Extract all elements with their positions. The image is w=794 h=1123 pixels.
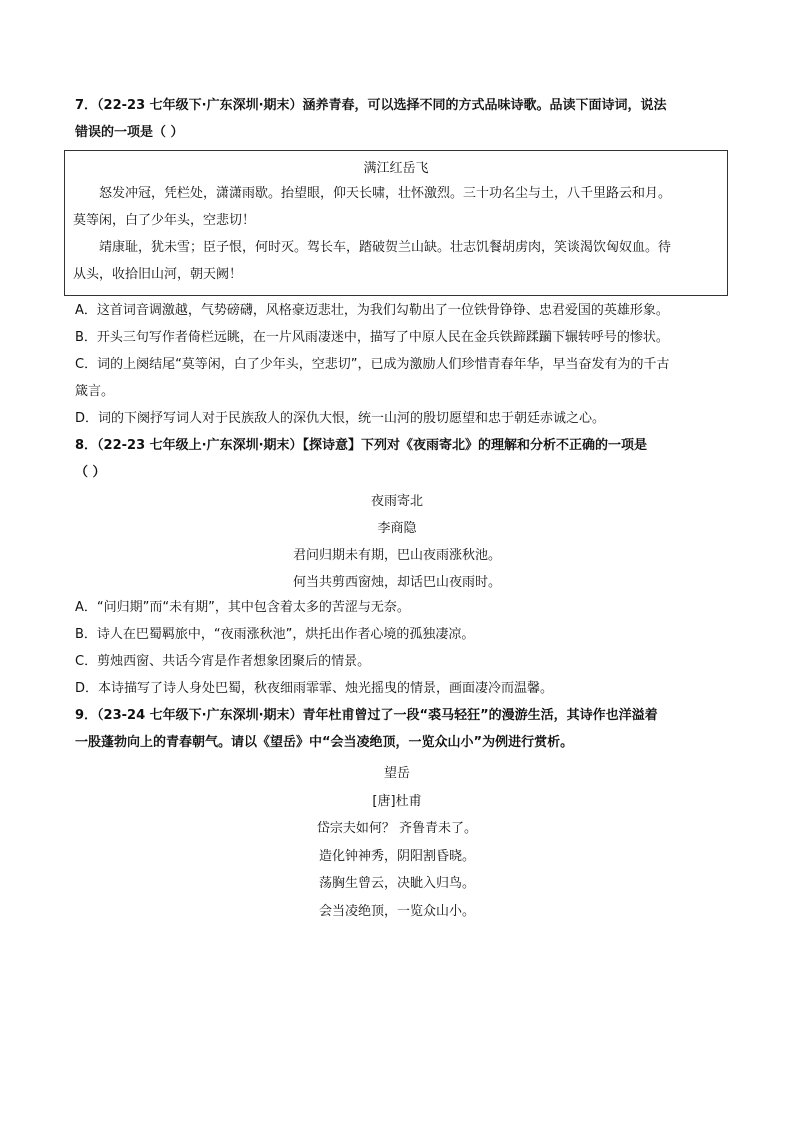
q9-poem-verse1: 岱宗夫如何？ 齐鲁青未了。 [316,821,478,836]
q8-stem-line2: （ ） [75,465,106,480]
q7-option-c-line1: C．词的上阕结尾“莫等闲，白了少年头，空悲切”，已成为激励人们珍惜青春年华，早当奋发有为的千古 [75,357,670,372]
q9-stem-line1: 9．（23-24 七年级下·广东深圳·期末）青年杜甫曾过了一段“裘马轻狂”的漫游生活，其诗作也洋溢着 [75,708,658,723]
q8-poem-verse1: 君问归期未有期，巴山夜雨涨秋池。 [292,548,501,563]
q9-poem-title: 望岳 [383,766,410,781]
q9-stem-line2: 一股蓬勃向上的青春朝气。请以《望岳》中“会当凌绝顶，一览众山小”为例进行赏析。 [75,735,574,750]
q7-option-a: A．这首词音调激越，气势磅礴，风格豪迈悲壮，为我们勾勒出了一位铁骨铮铮、忠君爱国的英雄形象。 [75,303,669,318]
q8-option-a: A．“问归期”而“未有期”，其中包含着太多的苦涩与无奈。 [75,600,410,615]
q7-option-c-line2: 箴言。 [75,384,115,399]
q9-poem-verse3: 荡胸生曾云，决眦入归鸟。 [318,876,475,891]
q8-option-b: B．诗人在巴蜀羁旅中，“夜雨涨秋池”，烘托出作者心境的孤独凄凉。 [75,627,475,642]
q8-poem-verse2: 何当共剪西窗烛，却话巴山夜雨时。 [292,575,501,590]
q7-poem-p2-line2: 从头，收拾旧山河，朝天阙！ [73,267,243,282]
q8-poem-title: 夜雨寄北 [370,494,423,509]
q8-poem-author: 李商隐 [377,521,417,536]
q9-poem-verse2: 造化钟神秀，阴阳割昏晓。 [318,849,475,864]
q9-poem-author: [唐]杜甫 [372,794,422,809]
q7-option-b: B．开头三句写作者倚栏远眺，在一片风雨凄迷中，描写了中原人民在金兵铁蹄蹂躏下辗转呼号的惨状。 [75,330,669,345]
q7-poem-title: 满江红岳飞 [363,161,429,176]
q7-poem-p1-line2: 莫等闲，白了少年头，空悲切！ [73,213,256,228]
q7-option-d: D．词的下阕抒写词人对于民族敌人的深仇大恨，统一山河的殷切愿望和忠于朝廷赤诚之心。 [75,411,606,426]
q7-poem-box [64,150,728,296]
q8-option-d: D．本诗描写了诗人身处巴蜀，秋夜细雨霏霏、烛光摇曳的情景，画面凄冷而温馨。 [75,681,554,696]
q7-poem-p2-line1: 靖康耻，犹未雪；臣子恨，何时灭。驾长车，踏破贺兰山缺。壮志饥餐胡虏肉，笑谈渴饮匈奴血。待 [99,240,672,255]
q8-stem-line1: 8．（22-23 七年级上·广东深圳·期末）【探诗意】下列对《夜雨寄北》的理解和分析不正确的一项是 [75,438,648,453]
q7-stem-line2: 错误的一项是（ ） [75,125,184,140]
q9-poem-verse4: 会当凌绝顶，一览众山小。 [318,904,475,919]
q8-option-c: C．剪烛西窗、共话今宵是作者想象团聚后的情景。 [75,654,371,669]
q7-poem-p1-line1: 怒发冲冠，凭栏处，潇潇雨歇。抬望眼，仰天长啸，壮怀激烈。三十功名尘与土，八千里路云和月。 [99,186,672,201]
q7-stem-line1: 7．（22-23 七年级下·广东深圳·期末）涵养青春，可以选择不同的方式品味诗歌。品读下面诗词，说法 [75,98,667,113]
